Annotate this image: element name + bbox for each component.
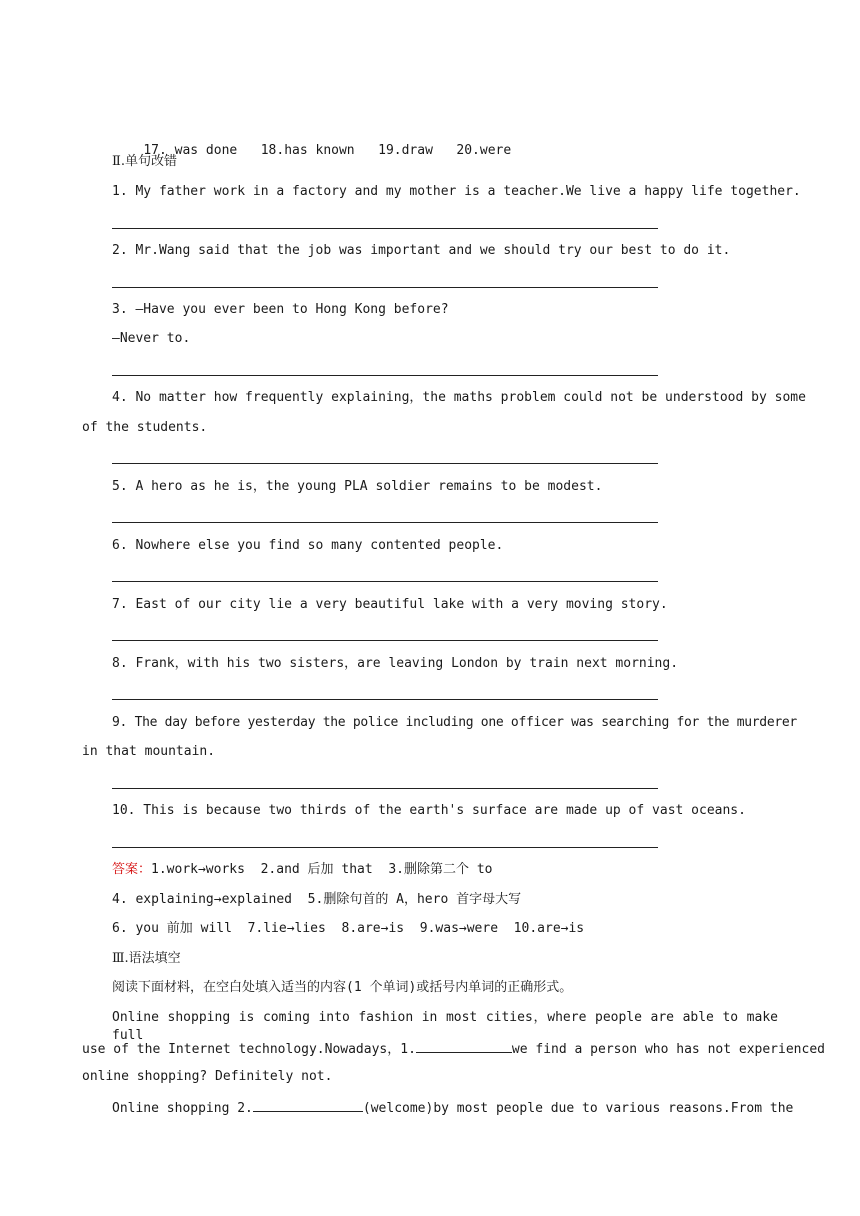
passage-line-4-post: (welcome)by most people due to various reasons.From the <box>362 1101 794 1116</box>
answer-line-7 <box>112 640 658 641</box>
question-9-cont: in that mountain. <box>82 744 216 759</box>
answers-line-3: 6. you 前加 will 7.lie→lies 8.are→is 9.was→were 10.are→is <box>112 921 585 936</box>
passage-line-2-pre: use of the Internet technology.Nowadays，1. <box>82 1042 416 1057</box>
answer-line-2 <box>112 287 658 288</box>
answers-line-2: 4. explaining→explained 5.删除句首的 A，hero 首字母大写 <box>112 892 522 907</box>
question-6: 6. Nowhere else you find so many contented people. <box>112 538 504 553</box>
question-3-reply: —Never to. <box>112 331 191 346</box>
answer-line-3 <box>112 375 658 376</box>
question-9: 9. The day before yesterday the police including one officer was searching for the murderer <box>112 715 797 730</box>
passage-line-1: Online shopping is coming into fashion in most cities，where people are able to make full <box>112 1010 778 1043</box>
answer-17: 17. was done <box>143 143 238 158</box>
question-5: 5. A hero as he is，the young PLA soldier remains to be modest. <box>112 479 603 494</box>
answers-line-1 <box>112 861 492 879</box>
answer-20: 20.were <box>456 143 512 158</box>
answer-line-5 <box>112 522 658 523</box>
question-3: 3. —Have you ever been to Hong Kong before? <box>112 302 449 317</box>
section-instruction: 阅读下面材料，在空白处填入适当的内容(1 个单词)或括号内单词的正确形式。 <box>112 980 573 995</box>
answer-line-4 <box>112 463 658 464</box>
passage-line-3: online shopping? Definitely not. <box>82 1069 333 1084</box>
answer-18: 18.has known <box>260 143 355 158</box>
answers-text-1: 1.work→works 2.and 后加 that 3.删除第二个 to <box>151 862 493 877</box>
answer-19: 19.draw <box>378 143 433 158</box>
question-2: 2. Mr.Wang said that the job was important and we should try our best to do it. <box>112 243 731 258</box>
answer-label: 答案： <box>112 862 152 877</box>
answer-line-10 <box>112 847 658 848</box>
question-7: 7. East of our city lie a very beautiful lake with a very moving story. <box>112 597 668 612</box>
blank-2[interactable] <box>253 1098 363 1112</box>
question-1: 1. My father work in a factory and my mother is a teacher.We live a happy life together. <box>112 184 801 199</box>
passage-line-4-pre: Online shopping 2. <box>112 1101 253 1116</box>
passage-line-2-post: we find a person who has not experienced <box>511 1042 825 1057</box>
section-heading-error-correction: Ⅱ.单句改错 <box>112 154 177 169</box>
section-heading-grammar-fill: Ⅲ.语法填空 <box>112 951 181 966</box>
answer-line-8 <box>112 699 658 700</box>
question-4-cont: of the students. <box>82 420 208 435</box>
question-4: 4. No matter how frequently explaining，the maths problem could not be understood by some <box>112 390 806 405</box>
passage-line-2 <box>82 1039 825 1059</box>
blank-1[interactable] <box>416 1039 512 1053</box>
answer-line-9 <box>112 788 658 789</box>
answer-line-1 <box>112 228 658 229</box>
question-10: 10. This is because two thirds of the earth's surface are made up of vast oceans. <box>112 803 746 818</box>
question-8: 8. Frank，with his two sisters，are leaving London by train next morning. <box>112 656 679 671</box>
passage-line-4 <box>112 1098 793 1118</box>
answer-line-6 <box>112 581 658 582</box>
